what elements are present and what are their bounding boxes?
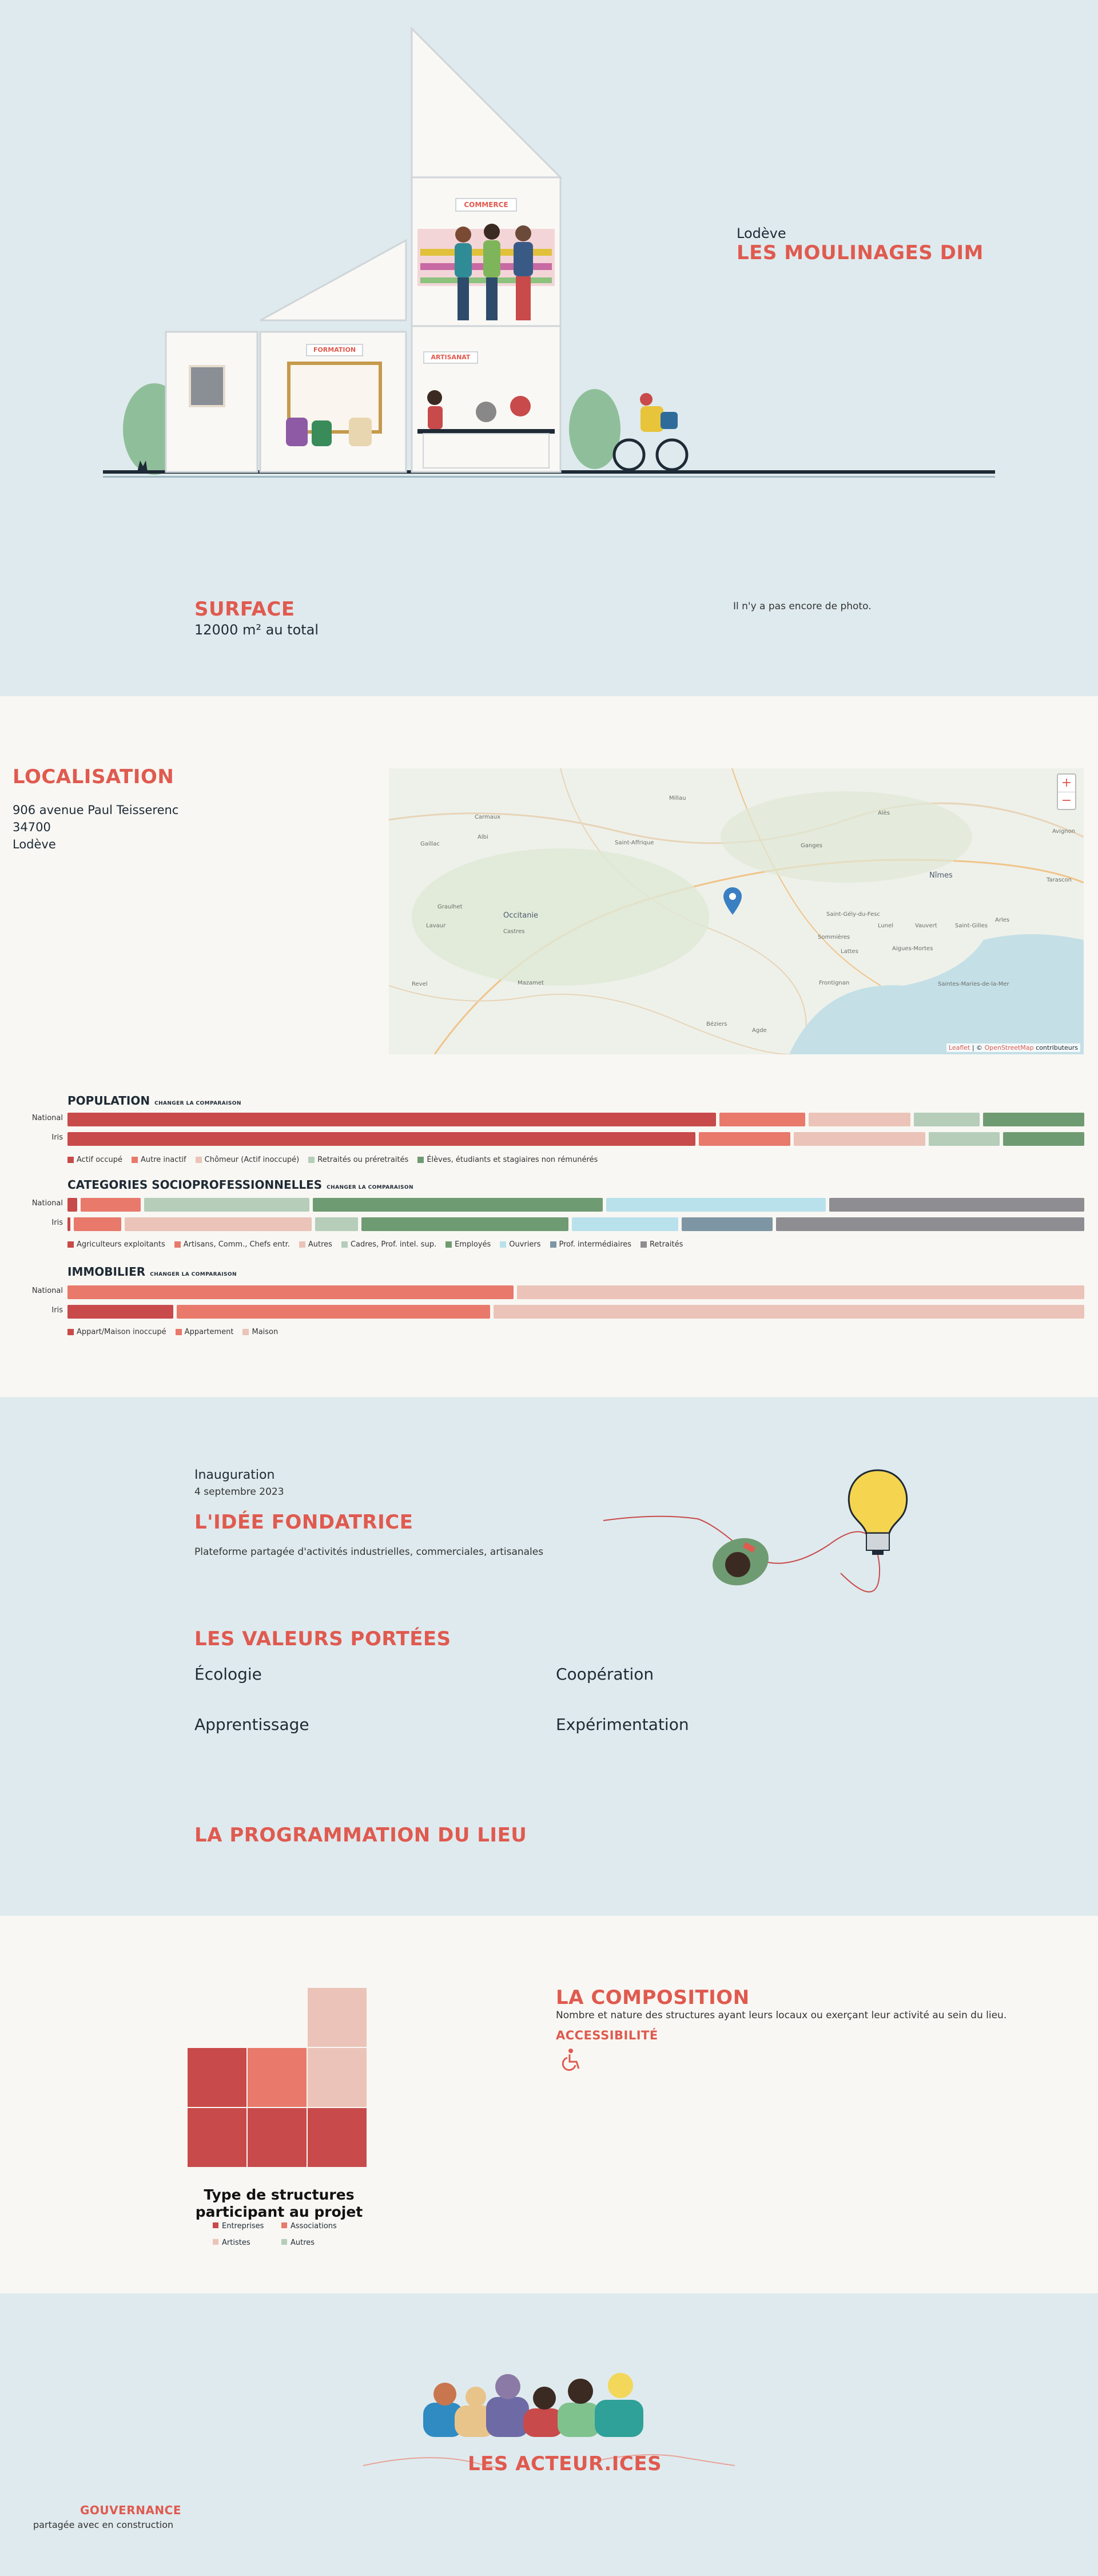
composition-description: Nombre et nature des structures ayant leurs locaux ou exerçant leur activité au sein du lieu. bbox=[556, 2010, 1007, 2021]
csp-legend-item bbox=[445, 1240, 491, 1249]
population-legend-item bbox=[132, 1156, 186, 1164]
waffle-cell bbox=[188, 2108, 246, 2167]
csp-legend-item bbox=[500, 1240, 540, 1249]
legend-label: Cadres, Prof. intel. sup. bbox=[350, 1240, 437, 1249]
value-ecologie: Écologie bbox=[194, 1665, 262, 1684]
map-place-label: Gaillac bbox=[420, 841, 440, 847]
map-place-label: Frontignan bbox=[819, 980, 850, 986]
map-place-label: Vauvert bbox=[915, 923, 937, 929]
event-date: 4 septembre 2023 bbox=[194, 1486, 284, 1498]
population-legend-item bbox=[308, 1156, 408, 1164]
csp-national-segment bbox=[829, 1198, 1084, 1212]
map-place-label: Avignon bbox=[1052, 828, 1076, 835]
legend-artistes bbox=[213, 2238, 281, 2247]
programmation-title: LA PROGRAMMATION DU LIEU bbox=[194, 1824, 527, 1847]
immobilier-iris-bar bbox=[67, 1305, 1084, 1319]
population-legend bbox=[67, 1156, 598, 1164]
csp-national-segment bbox=[67, 1198, 77, 1212]
map-place-label: Albi bbox=[478, 834, 488, 840]
legend-swatch bbox=[341, 1241, 348, 1248]
legend-swatch bbox=[640, 1241, 647, 1248]
waffle-cell bbox=[248, 2108, 307, 2167]
zoom-out-button[interactable]: − bbox=[1058, 792, 1075, 809]
immobilier-title-text: IMMOBILIER bbox=[67, 1265, 146, 1279]
place-title: LES MOULINAGES DIM bbox=[737, 241, 984, 264]
csp-iris-bar bbox=[67, 1217, 1084, 1231]
legend-swatch bbox=[500, 1241, 506, 1248]
population-iris-segment bbox=[929, 1132, 1000, 1146]
value-experimentation: Expérimentation bbox=[556, 1715, 689, 1734]
legend-entreprises bbox=[213, 2222, 281, 2230]
idea-description: Plateforme partagée d'activités industrielles, commerciales, artisanales bbox=[194, 1546, 544, 1558]
immobilier-iris-segment bbox=[177, 1305, 490, 1319]
legend-swatch bbox=[196, 1157, 202, 1163]
actors-title: LES ACTEUR.ICES bbox=[468, 2452, 662, 2475]
immobilier-compare-button[interactable]: CHANGER LA COMPARAISON bbox=[150, 1272, 237, 1277]
wheelchair-icon bbox=[560, 2048, 581, 2071]
no-photo-text: Il n'y a pas encore de photo. bbox=[733, 601, 872, 612]
waffle-title-line1: Type de structures bbox=[204, 2186, 355, 2203]
osm-link[interactable]: OpenStreetMap bbox=[984, 1044, 1034, 1051]
legend-swatch bbox=[67, 1241, 74, 1248]
governance-title: GOUVERNANCE bbox=[80, 2503, 181, 2517]
actors-illustration bbox=[423, 2363, 681, 2437]
csp-legend-item bbox=[640, 1240, 683, 1249]
immobilier-iris-label: Iris bbox=[51, 1306, 63, 1315]
legend-swatch bbox=[176, 1329, 182, 1335]
attribution-tail: contributeurs bbox=[1033, 1044, 1078, 1051]
csp-national-segment bbox=[144, 1198, 309, 1212]
csp-title bbox=[67, 1178, 413, 1192]
map-marker-icon[interactable] bbox=[723, 887, 742, 915]
csp-compare-button[interactable]: CHANGER LA COMPARAISON bbox=[327, 1185, 413, 1190]
address-line-3: Lodève bbox=[13, 838, 56, 851]
legend-label: Appart/Maison inoccupé bbox=[77, 1328, 166, 1336]
map-place-label: Agde bbox=[752, 1027, 767, 1034]
address-line-2: 34700 bbox=[13, 820, 51, 834]
csp-iris-segment bbox=[125, 1217, 312, 1231]
legend-label: Retraités bbox=[650, 1240, 683, 1249]
legend-label: Ouvriers bbox=[509, 1240, 541, 1249]
accessibility-title: ACCESSIBILITÉ bbox=[556, 2029, 658, 2042]
legend-swatch bbox=[132, 1157, 138, 1163]
composition-title: LA COMPOSITION bbox=[556, 1986, 750, 2009]
population-national-segment bbox=[809, 1113, 910, 1126]
surface-label: SURFACE bbox=[194, 598, 295, 621]
map-place-label: Carmaux bbox=[475, 814, 501, 820]
csp-legend-item bbox=[341, 1240, 436, 1249]
population-legend-item bbox=[67, 1156, 122, 1164]
governance-text: partagée avec en construction bbox=[33, 2519, 174, 2530]
legend-swatch bbox=[550, 1241, 556, 1248]
waffle-cell bbox=[188, 2048, 246, 2107]
legend-artistes-label: Artistes bbox=[222, 2238, 250, 2247]
legend-swatch bbox=[174, 1241, 181, 1248]
map-place-label: Occitanie bbox=[503, 911, 539, 920]
legend-label: Maison bbox=[252, 1328, 279, 1336]
csp-iris-segment bbox=[315, 1217, 357, 1231]
population-iris-label: Iris bbox=[51, 1133, 63, 1142]
map-place-label: Castres bbox=[503, 928, 525, 935]
legend-swatch bbox=[67, 1157, 74, 1163]
population-national-bar bbox=[67, 1113, 1084, 1126]
population-iris-segment bbox=[1003, 1132, 1084, 1146]
zoom-in-button[interactable]: + bbox=[1061, 776, 1072, 790]
sign-formation: FORMATION bbox=[306, 344, 363, 356]
csp-legend bbox=[67, 1240, 683, 1249]
population-title-text: POPULATION bbox=[67, 1094, 150, 1108]
population-iris-bar bbox=[67, 1132, 1084, 1146]
population-national-segment bbox=[719, 1113, 806, 1126]
csp-national-bar bbox=[67, 1198, 1084, 1212]
waffle-cell bbox=[308, 2108, 367, 2167]
csp-legend-item bbox=[550, 1240, 632, 1249]
map-place-label: Lattes bbox=[841, 948, 858, 955]
map-place-label: Saint-Affrique bbox=[615, 840, 654, 846]
address-line-1: 906 avenue Paul Teisserenc bbox=[13, 803, 179, 817]
legend-autres-label: Autres bbox=[291, 2238, 315, 2247]
legend-autres bbox=[281, 2238, 350, 2247]
immobilier-iris-segment bbox=[494, 1305, 1084, 1319]
immobilier-title bbox=[67, 1265, 237, 1279]
csp-legend-item bbox=[67, 1240, 165, 1249]
legend-swatch bbox=[299, 1241, 305, 1248]
city-name: Lodève bbox=[737, 225, 786, 241]
csp-iris-segment bbox=[682, 1217, 773, 1231]
population-legend-item bbox=[196, 1156, 300, 1164]
values-title: LES VALEURS PORTÉES bbox=[194, 1628, 451, 1650]
csp-iris-segment bbox=[572, 1217, 678, 1231]
population-iris-segment bbox=[699, 1132, 790, 1146]
lightbulb-illustration bbox=[600, 1464, 909, 1607]
legend-associations-label: Associations bbox=[291, 2222, 337, 2230]
csp-title-text: CATEGORIES SOCIOPROFESSIONNELLES bbox=[67, 1178, 323, 1192]
legend-label: Appartement bbox=[184, 1328, 234, 1336]
map-place-label: Saint-Gilles bbox=[955, 923, 988, 929]
legend-swatch bbox=[445, 1241, 452, 1248]
localisation-title: LOCALISATION bbox=[13, 765, 174, 788]
population-iris-segment bbox=[794, 1132, 925, 1146]
immobilier-legend-item bbox=[242, 1328, 278, 1336]
legend-label: Élèves, étudiants et stagiaires non rémunérés bbox=[427, 1156, 598, 1164]
legend-entreprises-label: Entreprises bbox=[222, 2222, 264, 2230]
csp-iris-segment bbox=[361, 1217, 568, 1231]
map-place-label: Nîmes bbox=[929, 871, 953, 880]
immobilier-iris-segment bbox=[67, 1305, 173, 1319]
legend-swatch bbox=[417, 1157, 424, 1163]
legend-swatch bbox=[308, 1157, 315, 1163]
map-place-label: Mazamet bbox=[518, 980, 544, 986]
map-place-label: Sommières bbox=[818, 934, 850, 940]
sign-commerce: COMMERCE bbox=[455, 198, 517, 212]
map-zoom-control bbox=[1057, 773, 1076, 810]
map-place-label: Arles bbox=[995, 917, 1010, 923]
csp-national-segment bbox=[606, 1198, 826, 1212]
csp-iris-segment bbox=[776, 1217, 1084, 1231]
map-place-label: Béziers bbox=[706, 1021, 727, 1027]
csp-legend-item bbox=[299, 1240, 332, 1249]
waffle-cell bbox=[248, 2048, 307, 2107]
legend-label: Autres bbox=[308, 1240, 332, 1249]
map-attribution bbox=[946, 1043, 1080, 1052]
composition-section bbox=[0, 1916, 1098, 2293]
population-legend-item bbox=[417, 1156, 598, 1164]
legend-label: Actif occupé bbox=[77, 1156, 122, 1164]
idea-section bbox=[0, 1397, 1098, 1916]
legend-associations bbox=[281, 2222, 350, 2230]
population-national-segment bbox=[914, 1113, 980, 1126]
waffle-legend bbox=[213, 2222, 350, 2247]
map-place-label: Alès bbox=[878, 810, 890, 816]
attribution-separator: | © bbox=[970, 1044, 985, 1051]
map[interactable] bbox=[389, 768, 1084, 1054]
immobilier-legend-item bbox=[176, 1328, 234, 1336]
csp-iris-label: Iris bbox=[51, 1218, 63, 1227]
immobilier-legend bbox=[67, 1328, 278, 1336]
surface-value: 12000 m² au total bbox=[194, 622, 319, 638]
population-iris-segment bbox=[67, 1132, 695, 1146]
legend-label: Employés bbox=[455, 1240, 491, 1249]
leaflet-link[interactable]: Leaflet bbox=[948, 1044, 970, 1051]
waffle-cell bbox=[308, 2048, 367, 2107]
idea-title: L'IDÉE FONDATRICE bbox=[194, 1511, 413, 1534]
csp-legend-item bbox=[174, 1240, 290, 1249]
csp-national-segment bbox=[81, 1198, 141, 1212]
legend-label: Artisans, Comm., Chefs entr. bbox=[183, 1240, 290, 1249]
immobilier-national-segment bbox=[517, 1285, 1084, 1299]
legend-label: Retraités ou préretraités bbox=[317, 1156, 409, 1164]
legend-label: Agriculteurs exploitants bbox=[77, 1240, 165, 1249]
map-place-label: Aigues-Mortes bbox=[892, 946, 933, 952]
event-name: Inauguration bbox=[194, 1468, 275, 1482]
csp-iris-segment bbox=[67, 1217, 70, 1231]
map-place-label: Lunel bbox=[878, 923, 894, 929]
sign-artisanat: ARTISANAT bbox=[423, 351, 478, 364]
immobilier-national-bar bbox=[67, 1285, 1084, 1299]
population-national-label: National bbox=[31, 1114, 63, 1122]
value-apprentissage: Apprentissage bbox=[194, 1715, 309, 1734]
legend-label: Chômeur (Actif inoccupé) bbox=[204, 1156, 300, 1164]
population-title bbox=[67, 1094, 241, 1108]
hero-section bbox=[0, 0, 1098, 696]
map-place-label: Graulhet bbox=[437, 904, 463, 910]
legend-swatch bbox=[67, 1329, 74, 1335]
immobilier-legend-item bbox=[67, 1328, 166, 1336]
population-compare-button[interactable]: CHANGER LA COMPARAISON bbox=[154, 1101, 241, 1106]
map-place-label: Ganges bbox=[801, 843, 822, 849]
csp-iris-segment bbox=[74, 1217, 121, 1231]
map-place-label: Saintes-Maries-de-la-Mer bbox=[938, 981, 1009, 987]
map-place-label: Revel bbox=[412, 981, 428, 987]
map-place-label: Tarascon bbox=[1047, 877, 1072, 883]
waffle-title-line2: participant au projet bbox=[195, 2204, 363, 2220]
population-national-segment bbox=[67, 1113, 716, 1126]
immobilier-national-label: National bbox=[31, 1287, 63, 1295]
waffle-cell bbox=[308, 1988, 367, 2047]
map-place-label: Lavaur bbox=[426, 923, 446, 929]
immobilier-national-segment bbox=[67, 1285, 514, 1299]
csp-national-segment bbox=[313, 1198, 603, 1212]
legend-label: Prof. intermédiaires bbox=[559, 1240, 632, 1249]
legend-swatch bbox=[242, 1329, 249, 1335]
csp-national-label: National bbox=[31, 1199, 63, 1208]
map-place-label: Saint-Gély-du-Fesc bbox=[826, 911, 880, 918]
population-national-segment bbox=[983, 1113, 1084, 1126]
map-place-label: Millau bbox=[669, 795, 686, 801]
value-cooperation: Coopération bbox=[556, 1665, 654, 1684]
legend-label: Autre inactif bbox=[140, 1156, 186, 1164]
